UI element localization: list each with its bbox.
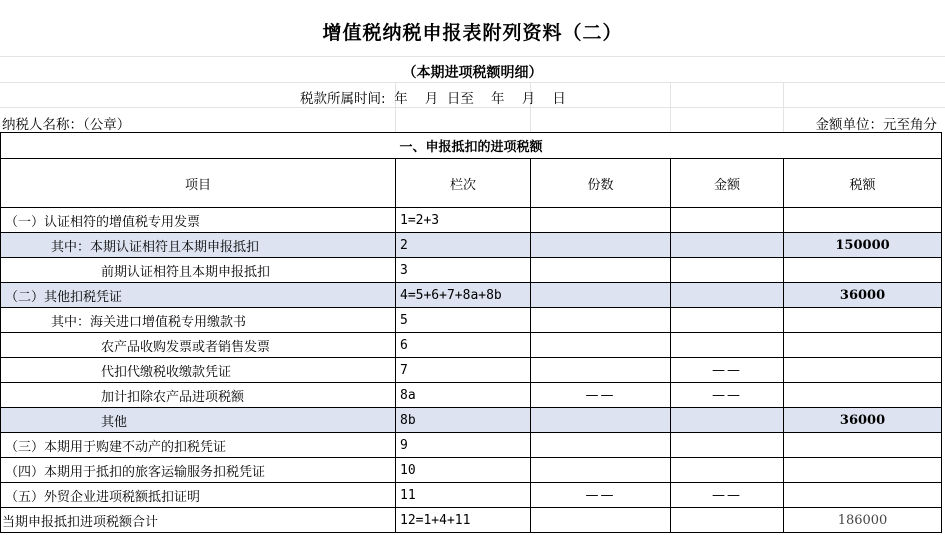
table-row [1, 258, 942, 283]
amount-cell[interactable]: —— [671, 358, 784, 383]
code-cell[interactable]: 1=2+3 [396, 208, 531, 233]
amount-cell[interactable] [671, 258, 784, 283]
copies-cell[interactable] [531, 408, 671, 433]
item-cell[interactable]: 其中：本期认证相符且本期申报抵扣 [1, 233, 396, 258]
form-title: 增值税纳税申报表附列资料（二） [322, 22, 623, 44]
tax-cell[interactable] [784, 433, 942, 458]
table-row [1, 433, 942, 458]
tax-cell[interactable]: 150000 [784, 233, 942, 258]
section-title[interactable]: 一、申报抵扣的进项税额 [1, 133, 942, 159]
tax-cell[interactable] [784, 258, 942, 283]
copies-cell[interactable] [531, 258, 671, 283]
item-cell[interactable]: 前期认证相符且本期申报抵扣 [1, 258, 396, 283]
code-cell[interactable]: 12=1+4+11 [396, 508, 531, 533]
code-cell[interactable]: 11 [396, 483, 531, 508]
amount-cell[interactable] [671, 208, 784, 233]
table-row [1, 308, 942, 333]
item-cell[interactable]: （三）本期用于购建不动产的扣税凭证 [1, 433, 396, 458]
amount-cell[interactable] [671, 458, 784, 483]
amount-cell[interactable] [671, 433, 784, 458]
table-row [1, 333, 942, 358]
table-row [1, 233, 942, 258]
copies-cell[interactable] [531, 333, 671, 358]
copies-cell[interactable] [531, 358, 671, 383]
copies-cell[interactable] [531, 508, 671, 533]
tax-cell[interactable] [784, 208, 942, 233]
column-header-row [1, 159, 942, 208]
item-cell[interactable]: 其中：海关进口增值税专用缴款书 [1, 308, 396, 333]
tax-cell[interactable] [784, 383, 942, 408]
copies-cell[interactable]: —— [531, 483, 671, 508]
copies-cell[interactable] [531, 283, 671, 308]
tax-cell[interactable]: 186000 [784, 508, 942, 533]
code-cell[interactable]: 9 [396, 433, 531, 458]
taxpayer-name-label: 纳税人名称：（公章） [2, 117, 131, 133]
copies-cell[interactable] [531, 233, 671, 258]
tax-cell[interactable] [784, 358, 942, 383]
amount-cell[interactable] [671, 333, 784, 358]
copies-cell[interactable] [531, 308, 671, 333]
table-row [1, 358, 942, 383]
table-row [1, 383, 942, 408]
gridline [0, 56, 945, 57]
code-cell[interactable]: 8b [396, 408, 531, 433]
amount-cell[interactable] [671, 233, 784, 258]
amount-unit-label: 金额单位：元至角分 [815, 117, 937, 133]
table-row [1, 508, 942, 533]
section-title-row [1, 133, 942, 159]
table-row [1, 208, 942, 233]
code-cell[interactable]: 5 [396, 308, 531, 333]
col-header-item[interactable]: 项目 [1, 159, 396, 208]
item-cell[interactable]: 代扣代缴税收缴款凭证 [1, 358, 396, 383]
tax-cell[interactable] [784, 333, 942, 358]
item-cell[interactable]: 加计扣除农产品进项税额 [1, 383, 396, 408]
item-cell[interactable]: 其他 [1, 408, 396, 433]
gridline [0, 82, 945, 83]
tax-cell[interactable] [784, 308, 942, 333]
code-cell[interactable]: 8a [396, 383, 531, 408]
copies-cell[interactable] [531, 433, 671, 458]
copies-cell[interactable] [531, 208, 671, 233]
amount-cell[interactable] [671, 508, 784, 533]
tax-period: 税款所属时间: 年 月 日至 年 月 日 [300, 91, 566, 107]
col-header-amount[interactable]: 金额 [671, 159, 784, 208]
code-cell[interactable]: 2 [396, 233, 531, 258]
tax-cell[interactable] [784, 458, 942, 483]
tax-cell[interactable] [784, 483, 942, 508]
code-cell[interactable]: 6 [396, 333, 531, 358]
amount-cell[interactable] [671, 408, 784, 433]
tax-cell[interactable]: 36000 [784, 283, 942, 308]
col-header-code[interactable]: 栏次 [396, 159, 531, 208]
amount-cell[interactable] [671, 283, 784, 308]
table-row [1, 283, 942, 308]
code-cell[interactable]: 4=5+6+7+8a+8b [396, 283, 531, 308]
amount-cell[interactable]: —— [671, 383, 784, 408]
tax-cell[interactable]: 36000 [784, 408, 942, 433]
table-row [1, 408, 942, 433]
copies-cell[interactable] [531, 458, 671, 483]
code-cell[interactable]: 10 [396, 458, 531, 483]
item-cell[interactable]: 农产品收购发票或者销售发票 [1, 333, 396, 358]
copies-cell[interactable]: —— [531, 383, 671, 408]
col-header-copies[interactable]: 份数 [531, 159, 671, 208]
gridline [0, 107, 945, 108]
gridline [783, 82, 784, 132]
code-cell[interactable]: 3 [396, 258, 531, 283]
item-cell[interactable]: 当期申报抵扣进项税额合计 [1, 508, 396, 533]
input-tax-table [0, 132, 942, 533]
table-row [1, 483, 942, 508]
item-cell[interactable]: （四）本期用于抵扣的旅客运输服务扣税凭证 [1, 458, 396, 483]
item-cell[interactable]: （一）认证相符的增值税专用发票 [1, 208, 396, 233]
item-cell[interactable]: （二）其他扣税凭证 [1, 283, 396, 308]
gridline [670, 82, 671, 132]
code-cell[interactable]: 7 [396, 358, 531, 383]
table-row [1, 458, 942, 483]
item-cell[interactable]: （五）外贸企业进项税额抵扣证明 [1, 483, 396, 508]
form-subtitle: （本期进项税额明细） [402, 65, 543, 81]
amount-cell[interactable]: —— [671, 483, 784, 508]
col-header-tax[interactable]: 税额 [784, 159, 942, 208]
amount-cell[interactable] [671, 308, 784, 333]
